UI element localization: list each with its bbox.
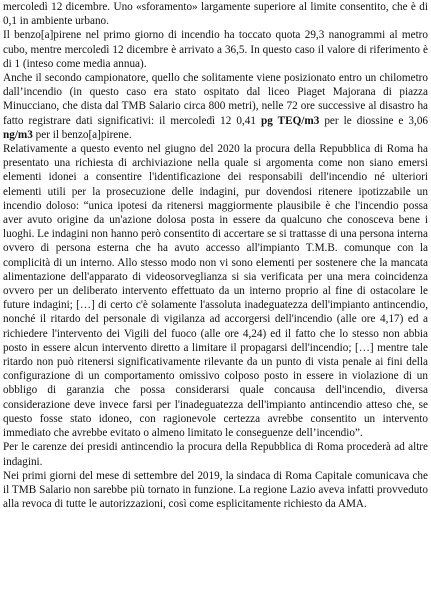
document-body: [3, 0, 428, 511]
text-run: Anche il secondo campionatore, quello che solitamente viene posizionato entro un chilometro dall’incendio (in questo caso era stato ospitato dal liceo Piaget Majorana di piazza Minucciano, che dista dal TMB Salario circa 800 metri), nelle 72 ore successive al disastro ha fatto registrare dati significativi: il mercoledì 12 0,41: [3, 72, 428, 127]
paragraph: [3, 28, 428, 71]
text-run: per le diossine e 3,06: [319, 114, 429, 127]
text-run: Nei primi giorni del mese di settembre del 2019, la sindaca di Roma Capitale comunicava che il TMB Salario non sarebbe più tornato in funzione. La regione Lazio aveva infatti provveduto alla revoca di tutte le autorizzazioni, così come esplicitamente richiesto da AMA.: [3, 469, 428, 511]
paragraph: [3, 71, 428, 142]
text-run: mercoledì 12 dicembre. Uno «sforamento» largamente superiore al limite consentito, che è di 0,1 in ambiente urbano.: [3, 1, 428, 28]
text-run: per il benzo[a]pirene.: [32, 128, 132, 141]
text-run: Il benzo[a]pirene nel primo giorno di incendio ha toccato quota 29,3 nanogrammi al metro cubo, mentre mercoledì 12 dicembre è arrivato a 36,5. In questo caso il valore di riferimento è di 1 (inteso come media annua).: [3, 29, 428, 70]
text-run: Per le carenze dei presidi antincendio la procura della Repubblica di Roma procederà ad altre indagini.: [3, 441, 428, 468]
paragraph: [3, 0, 428, 28]
bold-text-run: ng/m3: [3, 128, 33, 141]
paragraph: [3, 142, 428, 440]
paragraph: [3, 469, 428, 512]
text-run: Relativamente a questo evento nel giugno del 2020 la procura della Repubblica di Roma ha presentato una richiesta di archiviazione nella quale si argomenta come non siano emersi elementi idonei a consentire l'identificazione dei responsabili dell'incendio né ulteriori elementi utili per la prosecuzione delle indagini, pur dovendosi ritenere ipotizzabile un incendio doloso: “unica ipotesi da ritenersi maggiormente plausibile è che l'incendio possa aver avuto origine da un'azione dolosa posta in essere da qualcuno che conosceva bene i luoghi. Le indagini non hanno però consentito di accertare se si trattasse di una persona interna ovvero di persona esterna che ha avuto accesso all'impianto T.M.B. comunque con la complicità di un interno. Allo stesso modo non vi sono elementi per sostenere che la mancata alimentazione dell'apparato di videosorveglianza si sia verificata per una mera coincidenza ovvero per un deliberato intervento effettuato da un interno proprio al fine di ostacolare le future indagini; […] di certo c'è solamente l'assoluta inadeguatezza dell'impianto antincendio, nonché il ritardo del personale di vigilanza ad accorgersi dell'incendio (alle ore 4,17) ed a richiedere l'intervento dei Vigili del fuoco (alle ore 4,24) ed il fatto che lo stesso non abbia posto in essere alcun intervento diretto a limitare il propagarsi dell'incendio; […] mentre tale ritardo non può ritenersi significativamente rilevante da un punto di vista penale ai fini della configurazione di un comportamento omissivo colposo posto in essere in violazione di un obbligo di garanzia che possa considerarsi quale concausa dell'incendio, diversa considerazione deve invece farsi per l'inadeguatezza dell'impianto antincendio atteso che, se questo fosse stato idoneo, con ragionevole certezza avrebbe consentito un intervento immediato che avrebbe evitato o almeno limitato le conseguenze dell’incendio”.: [3, 143, 428, 440]
paragraph: [3, 440, 428, 468]
bold-text-run: pg TEQ/m3: [261, 114, 320, 127]
